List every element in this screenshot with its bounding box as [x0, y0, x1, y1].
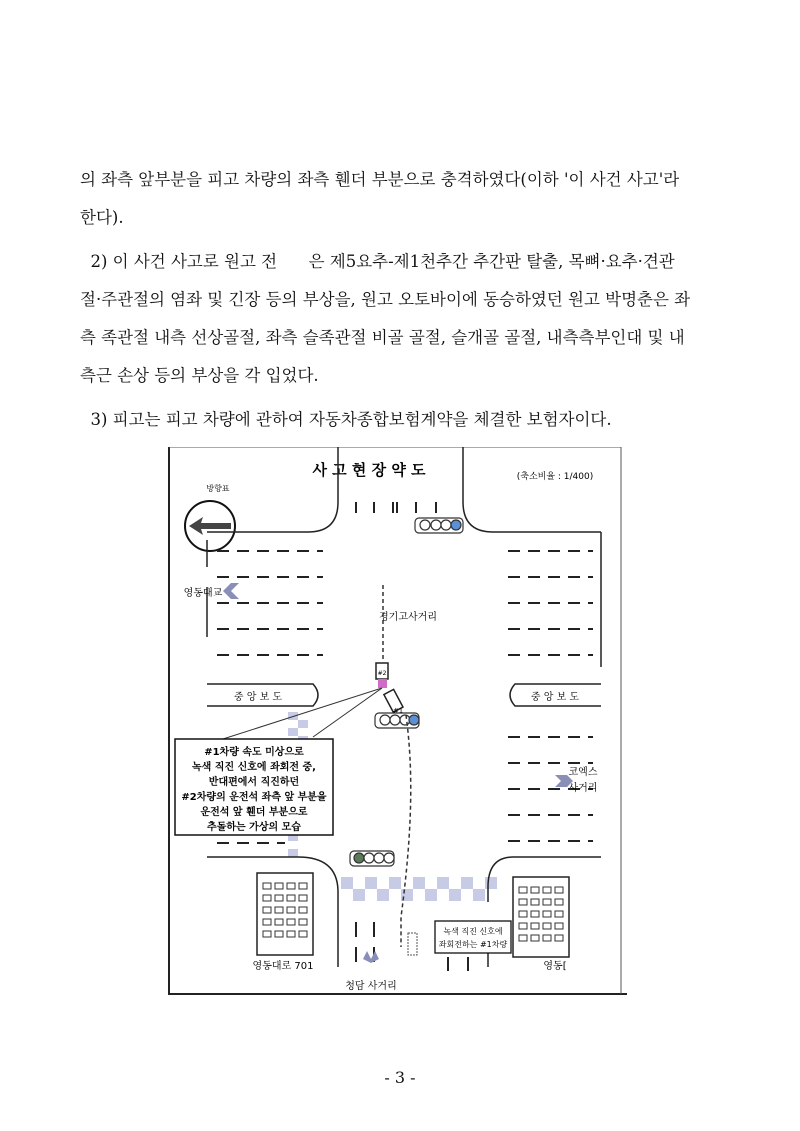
- paragraph-line: 절·주관절의 염좌 및 긴장 등의 부상을, 원고 오토바이에 동승하였던 원고 박명춘은 좌: [80, 290, 691, 309]
- callout-left-line: #1차량 속도 미상으로: [204, 747, 304, 758]
- compass-arrow-icon: [185, 501, 235, 551]
- bottom-intersection-label: 청담 사거리: [345, 981, 397, 992]
- median-left-label: 중 앙 보 도: [233, 692, 283, 703]
- callout-left-line: 운전석 앞 휀더 부분으로: [200, 807, 308, 818]
- yeongdong-bridge-label: 영동대교: [183, 588, 223, 599]
- building-right: [513, 877, 569, 957]
- accident-scene-diagram: [163, 447, 627, 999]
- paragraph-line: 측 족관절 내측 선상골절, 좌측 슬족관절 비골 골절, 슬개골 골절, 내측측부인대 및 내: [80, 328, 685, 347]
- car-1-start: [408, 933, 417, 955]
- coex-label: 코엑스: [568, 767, 598, 778]
- median-right-label: 중 앙 보 도: [530, 692, 580, 703]
- building-left: [257, 873, 313, 955]
- paragraph-line: 측근 손상 등의 부상을 각 입었다.: [80, 366, 319, 385]
- traffic-light-icon: [415, 518, 463, 533]
- callout-left-line: 추돌하는 가상의 모습: [207, 822, 301, 833]
- car-2: [376, 663, 388, 688]
- car-1-label: #1: [392, 707, 404, 715]
- car-2-label: #2: [377, 670, 387, 677]
- direction-arrow-icon: [223, 583, 239, 599]
- callout-left-line: #2차량의 운전석 좌측 앞 부분을: [181, 792, 327, 803]
- paragraph-line: 2) 이 사건 사고로 원고 전 은 제5요추-제1천추간 추간판 탈출, 목뼈·요추·견관: [80, 252, 675, 271]
- callout-left-line: 녹색 직진 신호에 좌회전 중,: [192, 762, 316, 773]
- callout-left: [175, 739, 333, 835]
- scale-label: (축소비율 : 1/400): [516, 472, 594, 482]
- paragraph-line: 한다).: [80, 208, 124, 227]
- traffic-light-icon: [375, 713, 419, 728]
- intersection-top-label: 경기고사거리: [379, 612, 437, 623]
- page-number: - 3 -: [384, 1068, 416, 1087]
- paragraph-line: 3) 피고는 피고 차량에 관하여 자동차종합보험계약을 체결한 보험자이다.: [80, 410, 612, 429]
- direction-arrow-icon: [363, 951, 379, 963]
- paragraph-line: 의 좌측 앞부분을 피고 차량의 좌측 휀더 부분으로 충격하였다(이하 '이 사건 사고'라: [80, 170, 680, 189]
- building-left-label: 영동대로 701: [252, 961, 314, 972]
- building-right-label: 영동[: [543, 961, 567, 972]
- traffic-light-icon: [350, 851, 394, 866]
- callout-bottom-line: 좌회전하는 #1차량: [438, 940, 508, 949]
- callout-bottom: [435, 921, 511, 953]
- diagram-title: 사 고 현 장 약 도: [312, 461, 426, 479]
- coex-label-2: 사거리: [568, 783, 598, 794]
- callout-left-line: 반대편에서 직진하던: [208, 777, 300, 788]
- callout-bottom-line: 녹색 직진 신호에: [443, 927, 503, 936]
- compass-label: 방향표: [206, 484, 230, 493]
- car-1: [384, 689, 403, 715]
